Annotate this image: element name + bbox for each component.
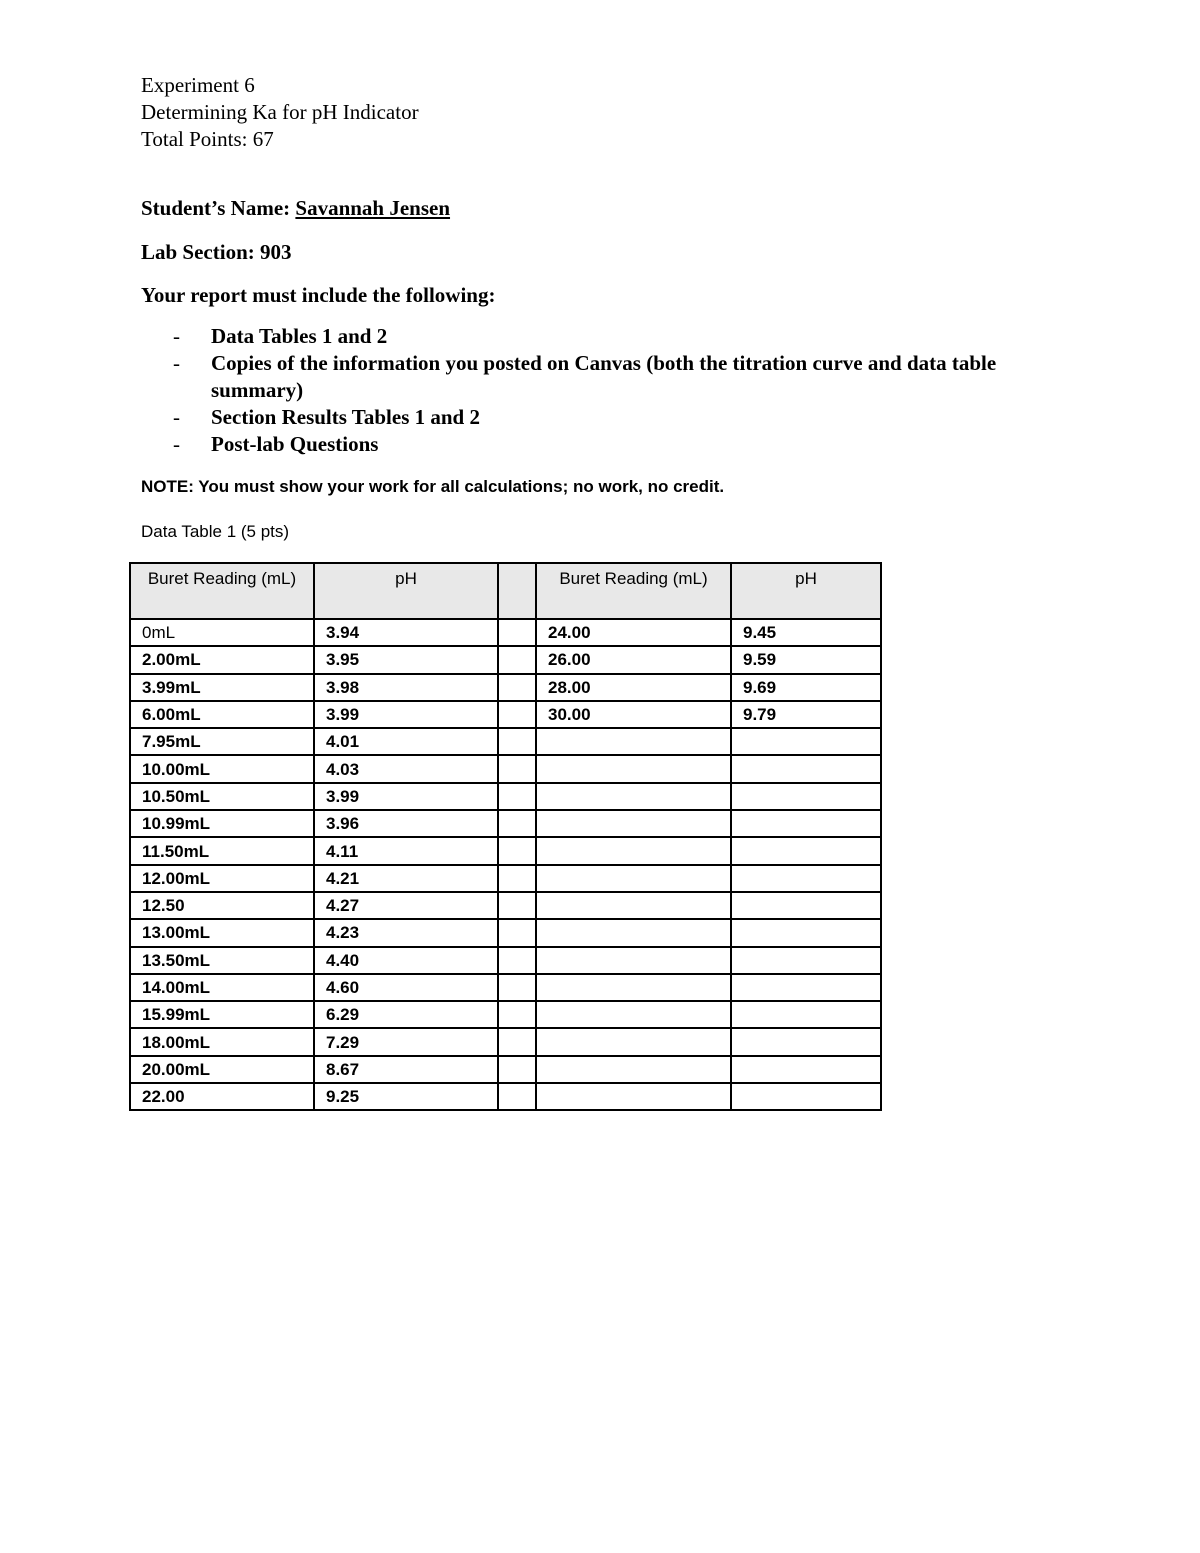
table-cell	[731, 892, 881, 919]
table-cell: 3.94	[314, 619, 498, 646]
total-points: Total Points: 67	[141, 127, 274, 151]
table-cell: 13.50mL	[130, 947, 314, 974]
table-cell: 3.98	[314, 674, 498, 701]
table-cell	[498, 1083, 536, 1110]
table-cell: 4.11	[314, 837, 498, 864]
table-cell	[536, 755, 731, 782]
table-cell	[498, 919, 536, 946]
table-cell: 10.50mL	[130, 783, 314, 810]
table-row	[130, 1056, 881, 1083]
table-cell: 9.45	[731, 619, 881, 646]
table-cell	[536, 865, 731, 892]
lab-section-label: Lab Section:	[141, 240, 255, 264]
table-cell	[731, 919, 881, 946]
table-cell: 9.79	[731, 701, 881, 728]
table-cell: 20.00mL	[130, 1056, 314, 1083]
student-name-value: Savannah Jensen	[295, 196, 451, 220]
column-header	[498, 563, 536, 619]
table-cell: 6.00mL	[130, 701, 314, 728]
table-cell: 4.23	[314, 919, 498, 946]
table-cell: 12.00mL	[130, 865, 314, 892]
table-cell	[498, 810, 536, 837]
table-cell	[536, 892, 731, 919]
table-cell	[498, 1028, 536, 1055]
table-cell	[731, 755, 881, 782]
table-cell: 13.00mL	[130, 919, 314, 946]
table-cell	[498, 1056, 536, 1083]
column-header: Buret Reading (mL)	[536, 563, 731, 619]
requirement-text: Copies of the information you posted on Canvas (both the titration curve and data table summary)	[211, 351, 997, 402]
table-row	[130, 646, 881, 673]
column-header: Buret Reading (mL)	[130, 563, 314, 619]
table-row	[130, 728, 881, 755]
table-body	[130, 619, 881, 1110]
table-cell: 4.60	[314, 974, 498, 1001]
table-cell	[536, 1001, 731, 1028]
table-cell	[536, 919, 731, 946]
table-cell	[731, 837, 881, 864]
table-cell	[536, 1083, 731, 1110]
table-cell	[498, 837, 536, 864]
table-row	[130, 974, 881, 1001]
table-cell: 15.99mL	[130, 1001, 314, 1028]
table-cell: 6.29	[314, 1001, 498, 1028]
table-cell	[731, 1083, 881, 1110]
table-cell	[731, 810, 881, 837]
table-cell	[731, 1028, 881, 1055]
table-cell	[498, 974, 536, 1001]
requirement-text: Data Tables 1 and 2	[211, 324, 388, 348]
experiment-title: Determining Ka for pH Indicator	[141, 100, 419, 124]
table-cell	[731, 783, 881, 810]
table-cell: 3.95	[314, 646, 498, 673]
table-cell: 4.03	[314, 755, 498, 782]
table-cell	[536, 1056, 731, 1083]
table-cell	[498, 619, 536, 646]
table-cell: 22.00	[130, 1083, 314, 1110]
table-cell	[498, 783, 536, 810]
table-row	[130, 619, 881, 646]
table-cell: 8.67	[314, 1056, 498, 1083]
lab-section-value: 903	[260, 240, 292, 264]
table-cell: 28.00	[536, 674, 731, 701]
table-cell: 2.00mL	[130, 646, 314, 673]
table-row	[130, 947, 881, 974]
table-cell: 18.00mL	[130, 1028, 314, 1055]
table-row	[130, 755, 881, 782]
table-row	[130, 674, 881, 701]
student-name-line	[141, 196, 450, 221]
student-name-label: Student’s Name:	[141, 196, 291, 220]
table-row	[130, 892, 881, 919]
column-header: pH	[731, 563, 881, 619]
table-cell: 10.00mL	[130, 755, 314, 782]
table-cell: 30.00	[536, 701, 731, 728]
table-cell: 3.99	[314, 783, 498, 810]
table-cell: 10.99mL	[130, 810, 314, 837]
table-cell: 26.00	[536, 646, 731, 673]
table-caption: Data Table 1 (5 pts)	[141, 522, 290, 541]
table-cell	[731, 1001, 881, 1028]
table-cell: 3.99	[314, 701, 498, 728]
table-cell	[536, 728, 731, 755]
table-cell: 14.00mL	[130, 974, 314, 1001]
table-cell: 7.95mL	[130, 728, 314, 755]
table-cell	[731, 947, 881, 974]
requirement-text: Section Results Tables 1 and 2	[211, 405, 480, 429]
table-cell: 4.40	[314, 947, 498, 974]
list-item: - Post-lab Questions	[141, 431, 1061, 458]
note-text: NOTE: You must show your work for all calculations; no work, no credit.	[141, 477, 725, 496]
table-cell	[498, 701, 536, 728]
requirements-heading: Your report must include the following:	[141, 283, 496, 307]
table-row	[130, 701, 881, 728]
table-cell: 3.99mL	[130, 674, 314, 701]
table-cell: 9.25	[314, 1083, 498, 1110]
table-row	[130, 810, 881, 837]
table-cell: 11.50mL	[130, 837, 314, 864]
table-cell	[498, 892, 536, 919]
table-cell: 4.01	[314, 728, 498, 755]
table-cell	[536, 810, 731, 837]
table-cell: 7.29	[314, 1028, 498, 1055]
requirements-list	[141, 323, 1061, 458]
table-cell	[731, 1056, 881, 1083]
list-item: - Copies of the information you posted on Canvas (both the titration curve and data table summary)	[141, 350, 1061, 404]
table-cell	[498, 947, 536, 974]
table-row	[130, 1001, 881, 1028]
table-row	[130, 783, 881, 810]
table-cell	[498, 674, 536, 701]
table-cell	[498, 646, 536, 673]
table-cell	[731, 865, 881, 892]
column-header: pH	[314, 563, 498, 619]
data-table-1	[129, 562, 882, 1111]
table-cell	[731, 728, 881, 755]
table-cell	[498, 865, 536, 892]
table-cell: 9.69	[731, 674, 881, 701]
table-row	[130, 1083, 881, 1110]
table-cell	[498, 1001, 536, 1028]
table-cell: 4.27	[314, 892, 498, 919]
document-header	[141, 72, 419, 153]
table-cell	[536, 1028, 731, 1055]
table-cell: 12.50	[130, 892, 314, 919]
table-cell: 3.96	[314, 810, 498, 837]
table-cell	[498, 728, 536, 755]
table-cell: 4.21	[314, 865, 498, 892]
list-item: - Data Tables 1 and 2	[141, 323, 1061, 350]
table-row	[130, 1028, 881, 1055]
table-row	[130, 837, 881, 864]
table-cell	[536, 974, 731, 1001]
table-cell	[731, 974, 881, 1001]
table-cell	[536, 947, 731, 974]
table-cell	[536, 783, 731, 810]
table-cell: 9.59	[731, 646, 881, 673]
table-header-row	[130, 563, 881, 619]
table-cell: 0mL	[130, 619, 314, 646]
requirement-text: Post-lab Questions	[211, 432, 379, 456]
table-cell: 24.00	[536, 619, 731, 646]
lab-section-line	[141, 240, 292, 265]
table-cell	[536, 837, 731, 864]
table-row	[130, 919, 881, 946]
table-row	[130, 865, 881, 892]
table-cell	[498, 755, 536, 782]
experiment-number: Experiment 6	[141, 73, 255, 97]
list-item: - Section Results Tables 1 and 2	[141, 404, 1061, 431]
